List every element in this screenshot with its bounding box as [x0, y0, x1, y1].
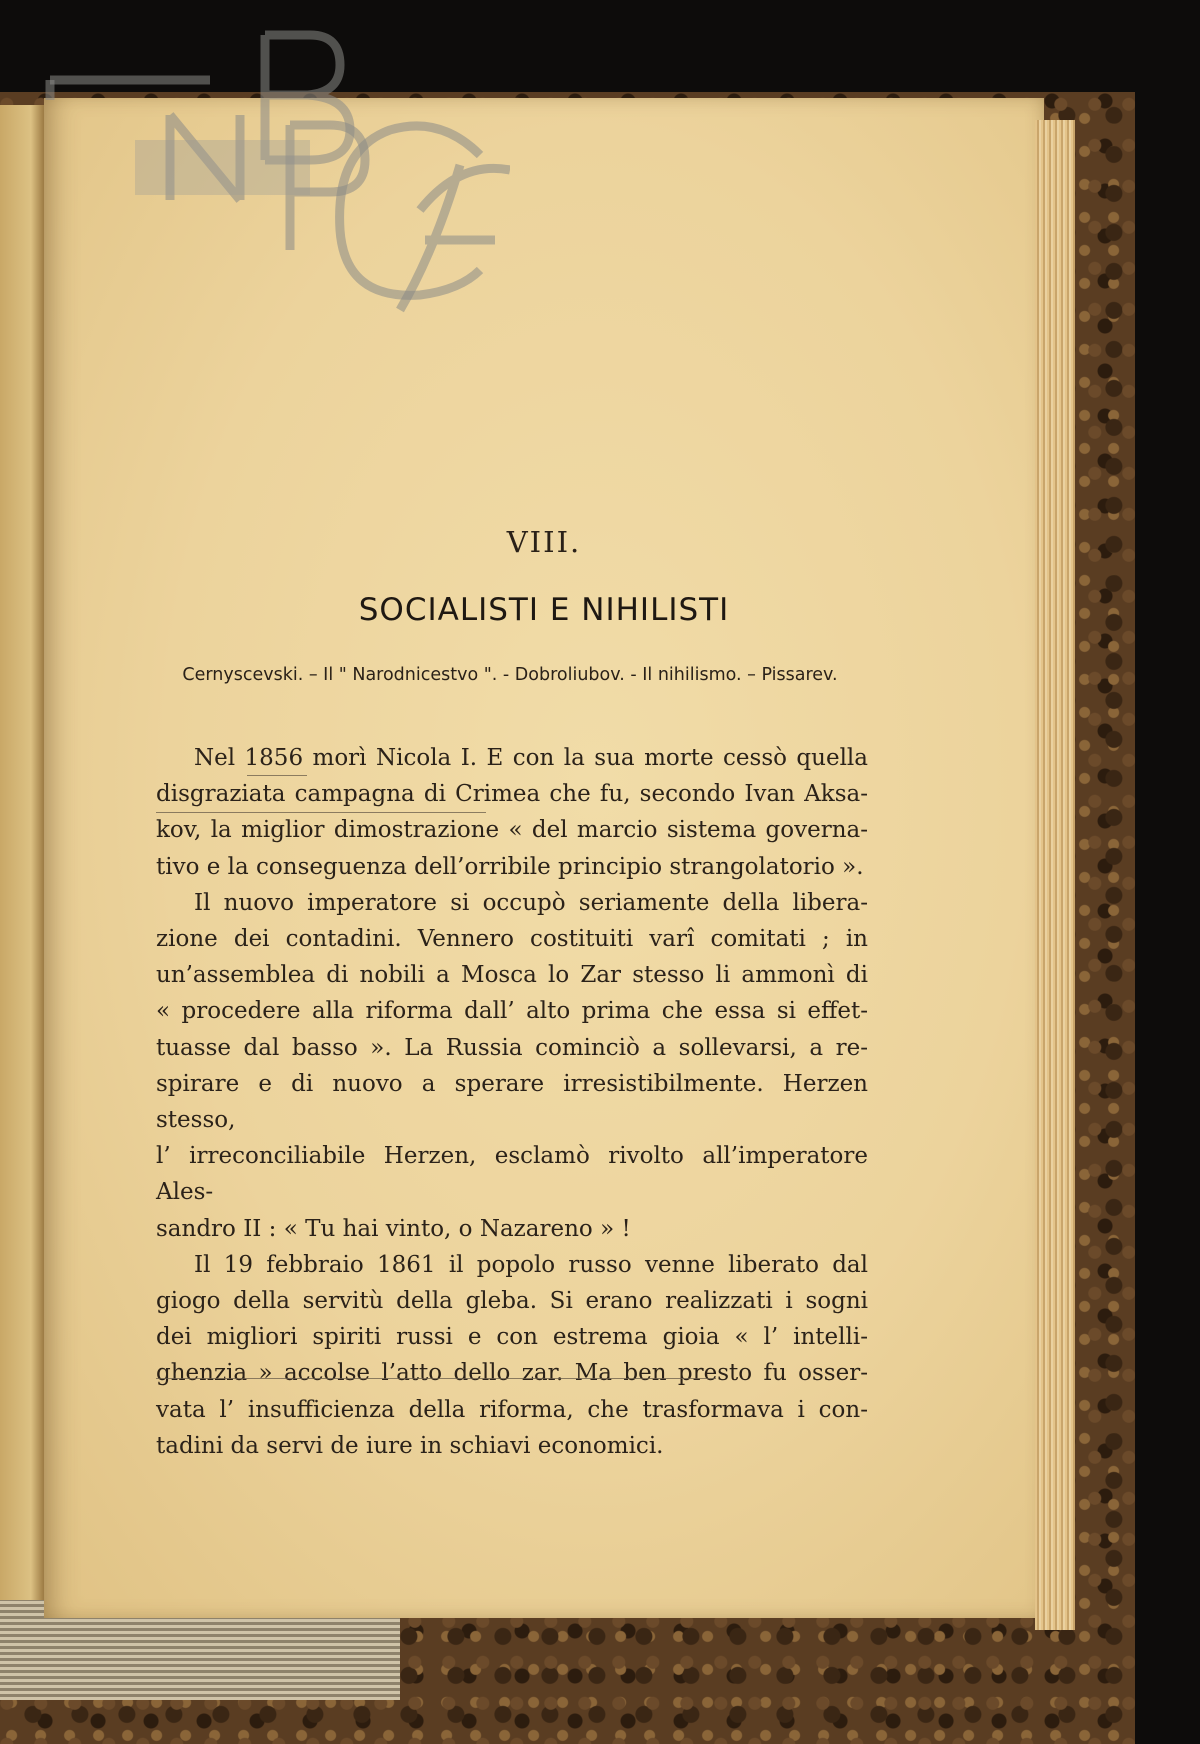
library-watermark-logo — [40, 20, 510, 320]
chapter-number: VIII. — [506, 525, 582, 559]
text-line: un’assemblea di nobili a Mosca lo Zar stesso li ammonì di — [156, 962, 868, 989]
text-line: tivo e la conseguenza dell’orribile principio strangolatorio ». — [156, 853, 864, 880]
text-line: spirare e di nuovo a sperare irresistibilmente. Herzen stesso, — [156, 1070, 868, 1134]
body-text — [156, 740, 868, 1464]
text-line: Nel 1856 morì Nicola I. E con la sua morte cessò quella — [194, 745, 868, 771]
facing-page-edge — [0, 105, 44, 1625]
text-line: Il 19 febbraio 1861 il popolo russo venne liberato dal — [194, 1251, 868, 1278]
text-line: « procedere alla riforma dall’ alto prima che essa si effet- — [156, 998, 868, 1025]
pencil-underline — [247, 775, 307, 776]
text-line: vata l’ insufficienza della riforma, che trasformava i con- — [156, 1396, 868, 1423]
pencil-underline — [156, 812, 486, 813]
page-block-edge — [1035, 120, 1075, 1630]
text-line: giogo della servitù della gleba. Si erano realizzati i sogni — [156, 1288, 868, 1315]
text-line: tadini da servi de iure in schiavi economici. — [156, 1432, 664, 1459]
text-line: kov, la miglior dimostrazione « del marcio sistema governa- — [156, 817, 868, 844]
text-line: zione dei contadini. Vennero costituiti varî comitati ; in — [156, 926, 868, 953]
text-line: dei migliori spiriti russi e con estrema gioia « l’ intelli- — [156, 1324, 868, 1351]
text-line: ghenzia » accolse l’atto dello zar. Ma ben presto fu osser- — [156, 1360, 868, 1387]
text-line: tuasse dal basso ». La Russia cominciò a sollevarsi, a re- — [156, 1034, 868, 1061]
text-line: l’ irreconciliabile Herzen, esclamò rivolto all’imperatore Ales- — [156, 1143, 868, 1206]
text-line: disgraziata campagna di Crimea che fu, secondo Ivan Aksa- — [156, 781, 868, 808]
chapter-title: SOCIALISTI E NIHILISTI — [358, 592, 730, 628]
chapter-subheading: Cernyscevski. – Il " Narodnicestvo ". - Dobroliubov. - Il nihilismo. – Pissarev. — [182, 665, 838, 685]
pencil-underline — [156, 1378, 716, 1379]
text-line: sandro II : « Tu hai vinto, o Nazareno » ! — [156, 1215, 631, 1242]
text-line: Il nuovo imperatore si occupò seriamente della libera- — [194, 889, 868, 916]
